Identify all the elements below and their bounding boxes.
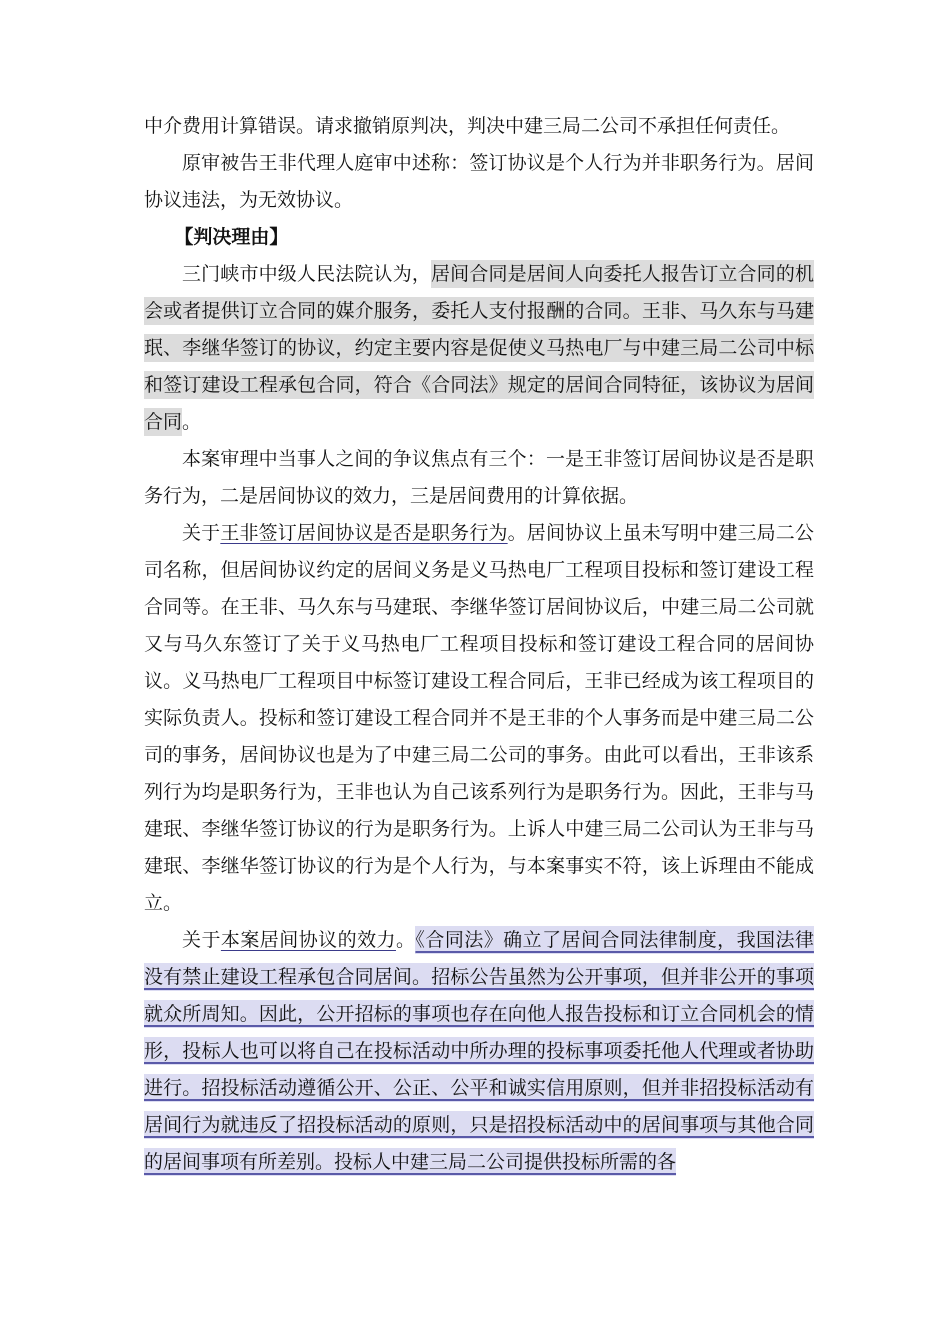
section-heading-judgment-reasons [144, 219, 814, 256]
paragraph-lead-text: 关于 [182, 929, 221, 951]
paragraph-dispute-focus [144, 441, 814, 515]
document-page [144, 108, 814, 1181]
paragraph-end-text: 。 [182, 411, 202, 433]
highlighted-text: 居间合同是居间人向委托人报告订立合同的机会或者提供订立合同的媒介服务，委托人支付报酬的合同。王非、马久东与马建珉、李继华签订的协议，约定主要内容是促使义马热电厂与中建三局二公司中标和签订建设工程承包合同，符合《合同法》规定的居间合同特征，该协议为居间合同 [144, 260, 814, 436]
underlined-topic: 王非签订居间协议是否是职务行为 [220, 522, 508, 544]
paragraph-text: 本案审理中当事人之间的争议焦点有三个：一是王非签订居间协议是否是职务行为，二是居间协议的效力，三是居间费用的计算依据。 [144, 448, 814, 507]
highlighted-underlined-text: 《合同法》确立了居间合同法律制度，我国法律没有禁止建设工程承包合同居间。招标公告虽然为公开事项，但并非公开的事项就众所周知。因此，公开招标的事项也存在向他人报告投标和订立合同机会的情形，投标人也可以将自己在投标活动中所办理的投标事项委托他人代理或者协助进行。招投标活动遵循公开、公正、公平和诚实信用原则，但并非招投标活动有居间行为就违反了招投标活动的原则，只是招投标活动中的居间事项与其他合同的居间事项有所差别。投标人中建三局二公司提供投标所需的各 [144, 926, 814, 1176]
paragraph-mid-text: 。 [395, 929, 416, 951]
paragraph-job-duty [144, 515, 814, 922]
paragraph-text: 中介费用计算错误。请求撤销原判决，判决中建三局二公司不承担任何责任。 [144, 115, 791, 137]
paragraph-agreement-validity [144, 922, 814, 1181]
paragraph-text: 原审被告王非代理人庭审中述称：签订协议是个人行为并非职务行为。居间协议违法，为无效协议。 [144, 152, 814, 211]
paragraph-court-opinion [144, 256, 814, 441]
paragraph-lead-text: 关于 [182, 522, 221, 544]
paragraph-defendant-statement [144, 145, 814, 219]
paragraph-appeal-request [144, 108, 814, 145]
paragraph-text: 。居间协议上虽未写明中建三局二公司名称，但居间协议约定的居间义务是义马热电厂工程项目投标和签订建设工程合同等。在王非、马久东与马建珉、李继华签订居间协议后，中建三局二公司就又与马久东签订了关于义马热电厂工程项目投标和签订建设工程合同的居间协议。义马热电厂工程项目中标签订建设工程合同后，王非已经成为该工程项目的实际负责人。投标和签订建设工程合同并不是王非的个人事务而是中建三局二公司的事务，居间协议也是为了中建三局二公司的事务。由此可以看出，王非该系列行为均是职务行为，王非也认为自己该系列行为是职务行为。因此，王非与马建珉、李继华签订协议的行为是职务行为。上诉人中建三局二公司认为王非与马建珉、李继华签订协议的行为是个人行为，与本案事实不符，该上诉理由不能成立。 [144, 522, 814, 914]
paragraph-lead-text: 三门峡市中级人民法院认为， [182, 263, 432, 285]
heading-text: 【判决理由】 [174, 226, 289, 248]
underlined-topic: 本案居间协议的效力 [220, 929, 396, 951]
